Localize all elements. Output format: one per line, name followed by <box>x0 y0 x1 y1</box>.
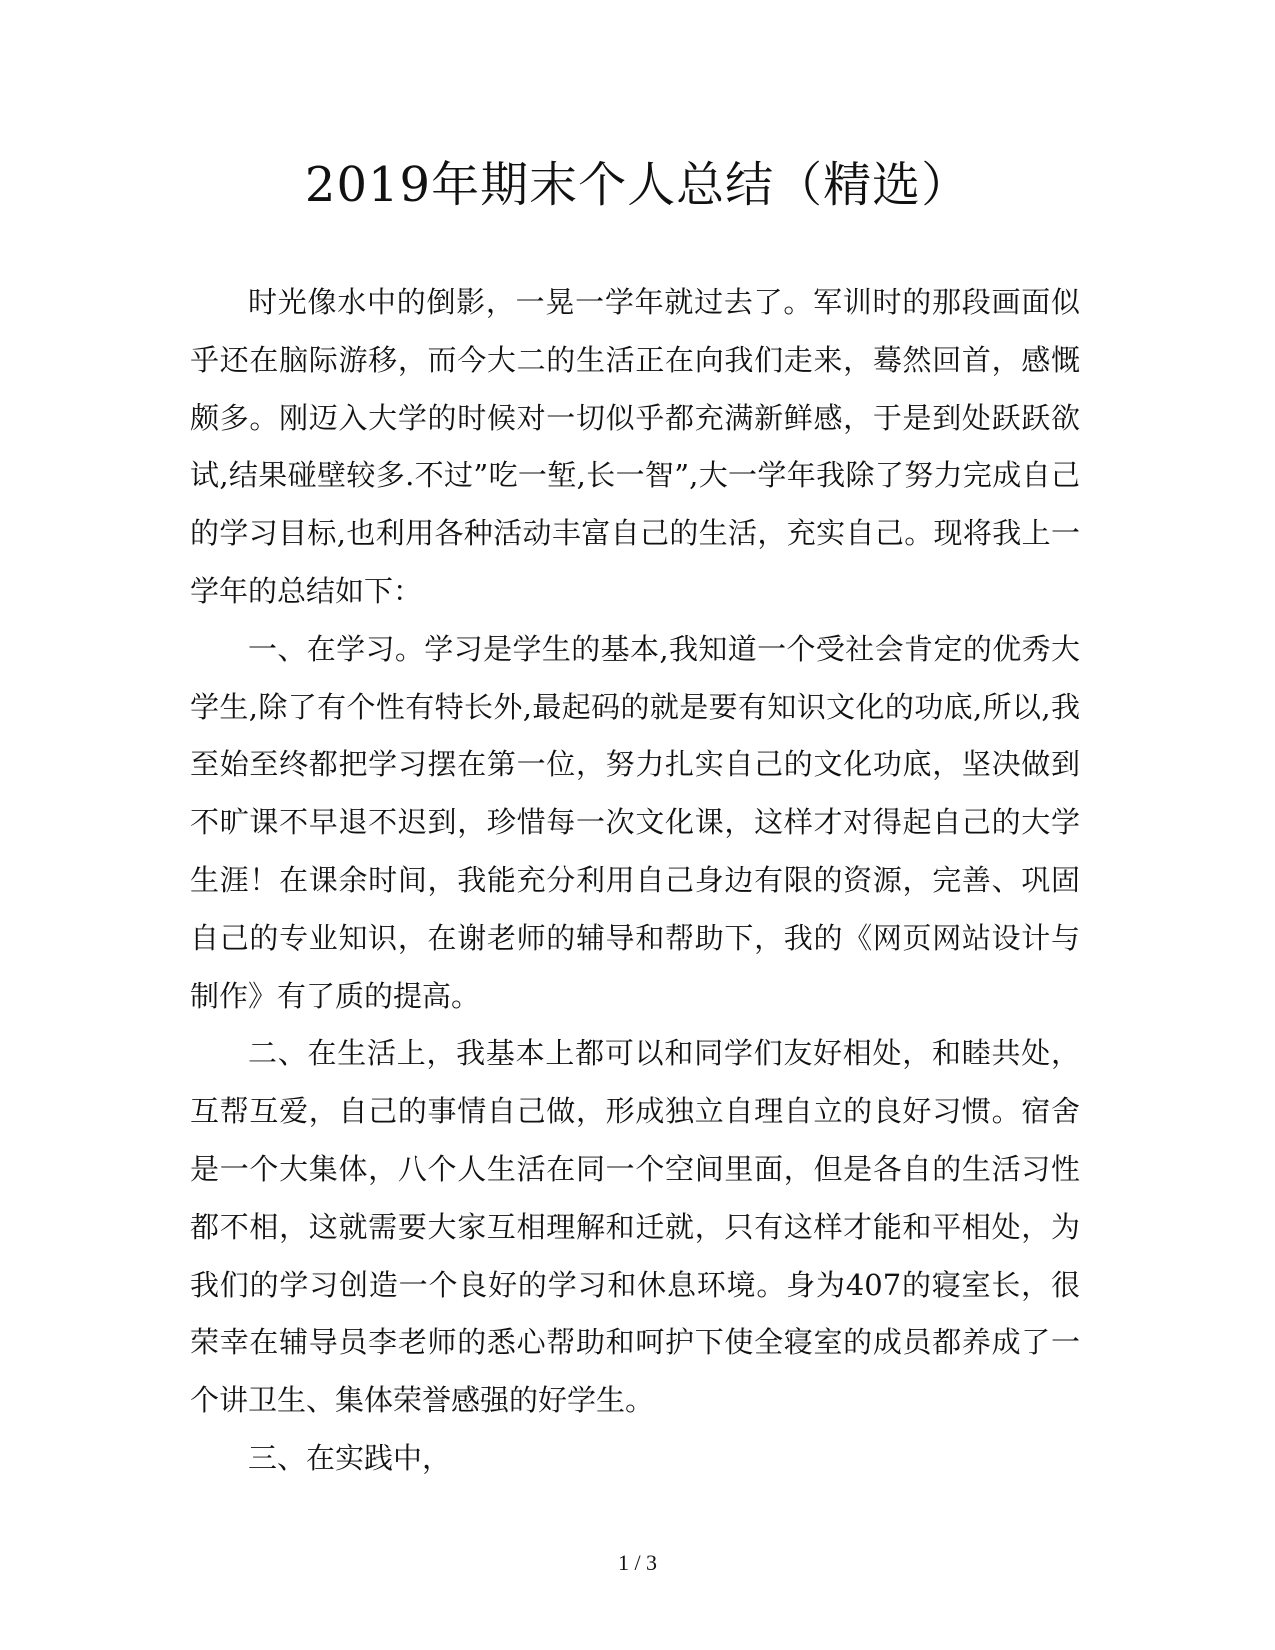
paragraph-life: 二、在生活上，我基本上都可以和同学们友好相处，和睦共处，互帮互爱，自己的事情自己做，形成独立自理自立的良好习惯。宿舍是一个大集体，八个人生活在同一个空间里面，但是各自的生活习性都不相，这就需要大家互相理解和迁就，只有这样才能和平相处，为我们的学习创造一个良好的学习和休息环境。身为407的寝室长，很荣幸在辅导员李老师的悉心帮助和呵护下使全寝室的成员都养成了一个讲卫生、集体荣誉感强的好学生。 <box>190 1036 1080 1418</box>
paragraph-practice: 三、在实践中， <box>248 1440 452 1475</box>
paragraph-intro: 时光像水中的倒影，一晃一学年就过去了。军训时的那段画面似乎还在脑际游移，而今大二的生活正在向我们走来，蓦然回首，感慨颇多。刚迈入大学的时候对一切似乎都充满新鲜感，于是到处跃跃欲试,结果碰壁较多.不过”吃一堑,长一智”,大一学年我除了努力完成自己的学习目标,也利用各种活动丰富自己的生活，充实自己。现将我上一学年的总结如下： <box>190 285 1080 608</box>
document-body <box>190 274 1080 1488</box>
paragraph-study: 一、在学习。学习是学生的基本,我知道一个受社会肯定的优秀大学生,除了有个性有特长外,最起码的就是要有知识文化的功底,所以,我至始至终都把学习摆在第一位，努力扎实自己的文化功底，坚决做到不旷课不早退不迟到，珍惜每一次文化课，这样才对得起自己的大学生涯！在课余时间，我能充分利用自己身边有限的资源，完善、巩固自己的专业知识，在谢老师的辅导和帮助下，我的《网页网站设计与制作》有了质的提高。 <box>190 631 1080 1013</box>
document-title: 2019年期末个人总结（精选） <box>304 157 971 213</box>
page-number: 1 / 3 <box>617 1550 658 1575</box>
